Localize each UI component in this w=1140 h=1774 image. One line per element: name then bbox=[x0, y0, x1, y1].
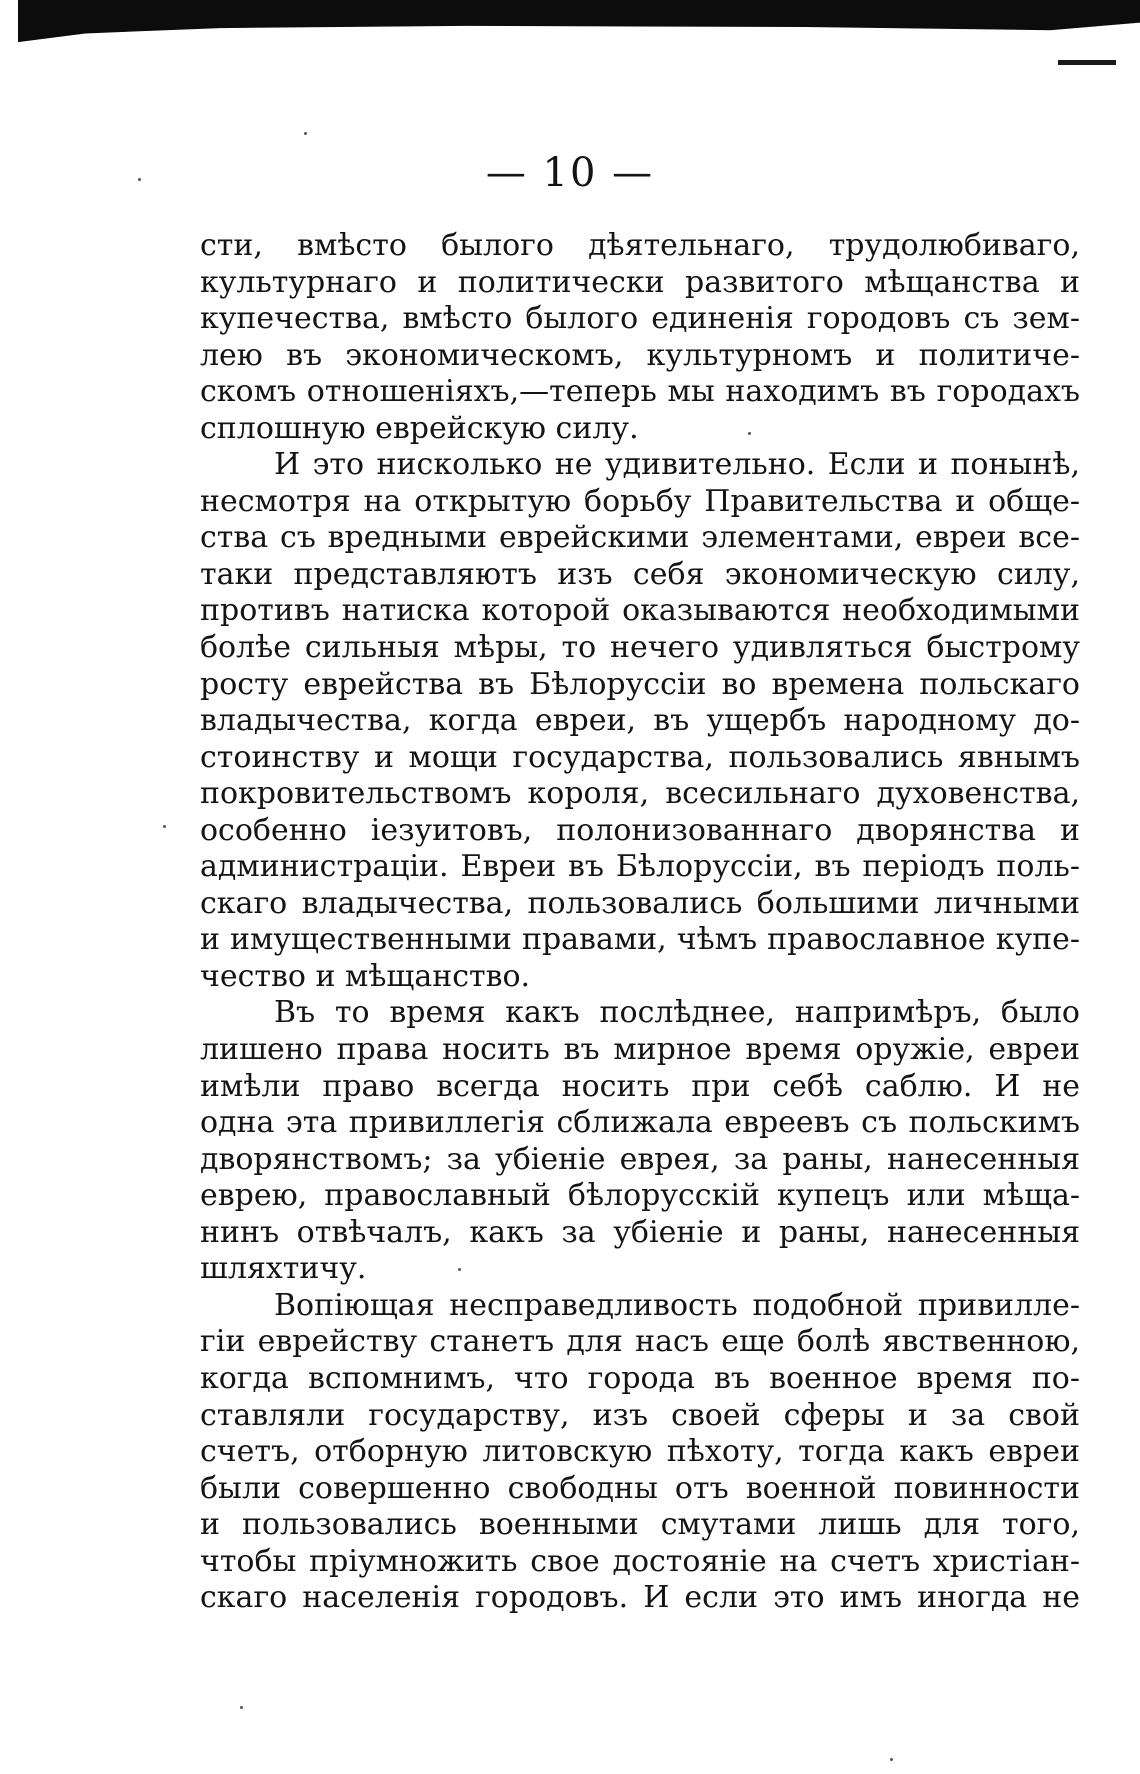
scan-speck bbox=[163, 825, 166, 828]
text-line: ства съ вредными еврейскими элементами, евреи все- bbox=[200, 520, 1080, 556]
scan-edge-shadow bbox=[18, 0, 1140, 54]
scan-speck bbox=[890, 1758, 893, 1761]
text-line: культурнаго и политически развитого мѣщанства и bbox=[200, 264, 1080, 300]
text-line: дворянствомъ; за убіеніе еврея, за раны, нанесенныя bbox=[200, 1141, 1080, 1177]
text-line: счетъ, отборную литовскую пѣхоту, тогда какъ евреи bbox=[200, 1434, 1080, 1470]
text-line: сти, вмѣсто былого дѣятельнаго, трудолюбиваго, bbox=[200, 228, 1080, 263]
text-line: лишено права носить въ мирное время оружіе, евреи bbox=[200, 1032, 1080, 1068]
text-line: И это нисколько не удивительно. Если и понынѣ, bbox=[274, 447, 1080, 483]
text-line: гіи еврейству станетъ для насъ еще болѣ явственною, bbox=[200, 1324, 1080, 1360]
text-line: скаго владычества, пользовались большими личными bbox=[200, 885, 1080, 921]
text-line: особенно іезуитовъ, полонизованнаго дворянства и bbox=[200, 812, 1080, 848]
text-line: скаго населенія городовъ. И если это имъ иногда не bbox=[200, 1580, 1080, 1616]
text-line: покровительствомъ короля, всесильнаго духовенства, bbox=[200, 776, 1080, 812]
text-line: и имущественными правами, чѣмъ православное купе- bbox=[200, 922, 1080, 958]
text-line: и пользовались военными смутами лишь для того, bbox=[200, 1507, 1080, 1543]
page-number: — 10 — bbox=[485, 150, 655, 196]
text-line: чтобы пріумножить свое достояніе на счетъ христіан- bbox=[200, 1543, 1080, 1579]
text-line: болѣе сильныя мѣры, то нечего удивляться быстрому bbox=[200, 630, 1080, 666]
text-line: одна эта привиллегія сближала евреевъ съ польскимъ bbox=[200, 1105, 1080, 1141]
text-line: когда вспомнимъ, что города въ военное время по- bbox=[200, 1360, 1080, 1396]
text-line: ставляли государству, изъ своей сферы и за свой bbox=[200, 1397, 1080, 1433]
text-line: лею въ экономическомъ, культурномъ и политиче- bbox=[200, 337, 1080, 373]
body-text bbox=[200, 228, 1080, 1617]
text-line: Въ то время какъ послѣднее, напримѣръ, было bbox=[274, 995, 1080, 1031]
scan-speck bbox=[458, 1268, 461, 1271]
text-line: несмотря на открытую борьбу Правительства и обще- bbox=[200, 483, 1080, 519]
text-line: купечества, вмѣсто былого единенія городовъ съ зем- bbox=[200, 301, 1080, 337]
scan-speck bbox=[240, 1706, 243, 1709]
text-line: таки представляютъ изъ себя экономическую силу, bbox=[200, 556, 1080, 592]
text-line: стоинству и мощи государства, пользовались явнымъ bbox=[200, 739, 1080, 775]
scan-speck bbox=[748, 432, 751, 435]
text-line: еврею, православный бѣлорусскій купецъ или мѣща- bbox=[200, 1178, 1080, 1214]
text-line: Вопіющая несправедливость подобной привилле- bbox=[274, 1287, 1080, 1323]
text-line: противъ натиска которой оказываются необходимыми bbox=[200, 593, 1080, 629]
text-line: нинъ отвѣчалъ, какъ за убіеніе и раны, нанесенныя bbox=[200, 1214, 1080, 1250]
text-line: администраціи. Евреи въ Бѣлоруссіи, въ періодъ поль- bbox=[200, 849, 1080, 885]
text-line: скомъ отношеніяхъ,—теперь мы находимъ въ городахъ bbox=[200, 374, 1080, 410]
scan-edge-mark bbox=[1058, 60, 1116, 65]
text-line: были совершенно свободны отъ военной повинности bbox=[200, 1470, 1080, 1506]
text-line: владычества, когда евреи, въ ущербъ народному до- bbox=[200, 703, 1080, 739]
text-line: чество и мѣщанство. bbox=[200, 958, 531, 994]
text-line: сплошную еврейскую силу. bbox=[200, 410, 639, 446]
scan-speck bbox=[138, 178, 141, 181]
text-line: имѣли право всегда носить при себѣ саблю. И не bbox=[200, 1068, 1080, 1104]
text-line: шляхтичу. bbox=[200, 1251, 367, 1287]
text-line: росту еврейства въ Бѣлоруссіи во времена польскаго bbox=[200, 666, 1080, 702]
scan-speck bbox=[304, 132, 307, 135]
